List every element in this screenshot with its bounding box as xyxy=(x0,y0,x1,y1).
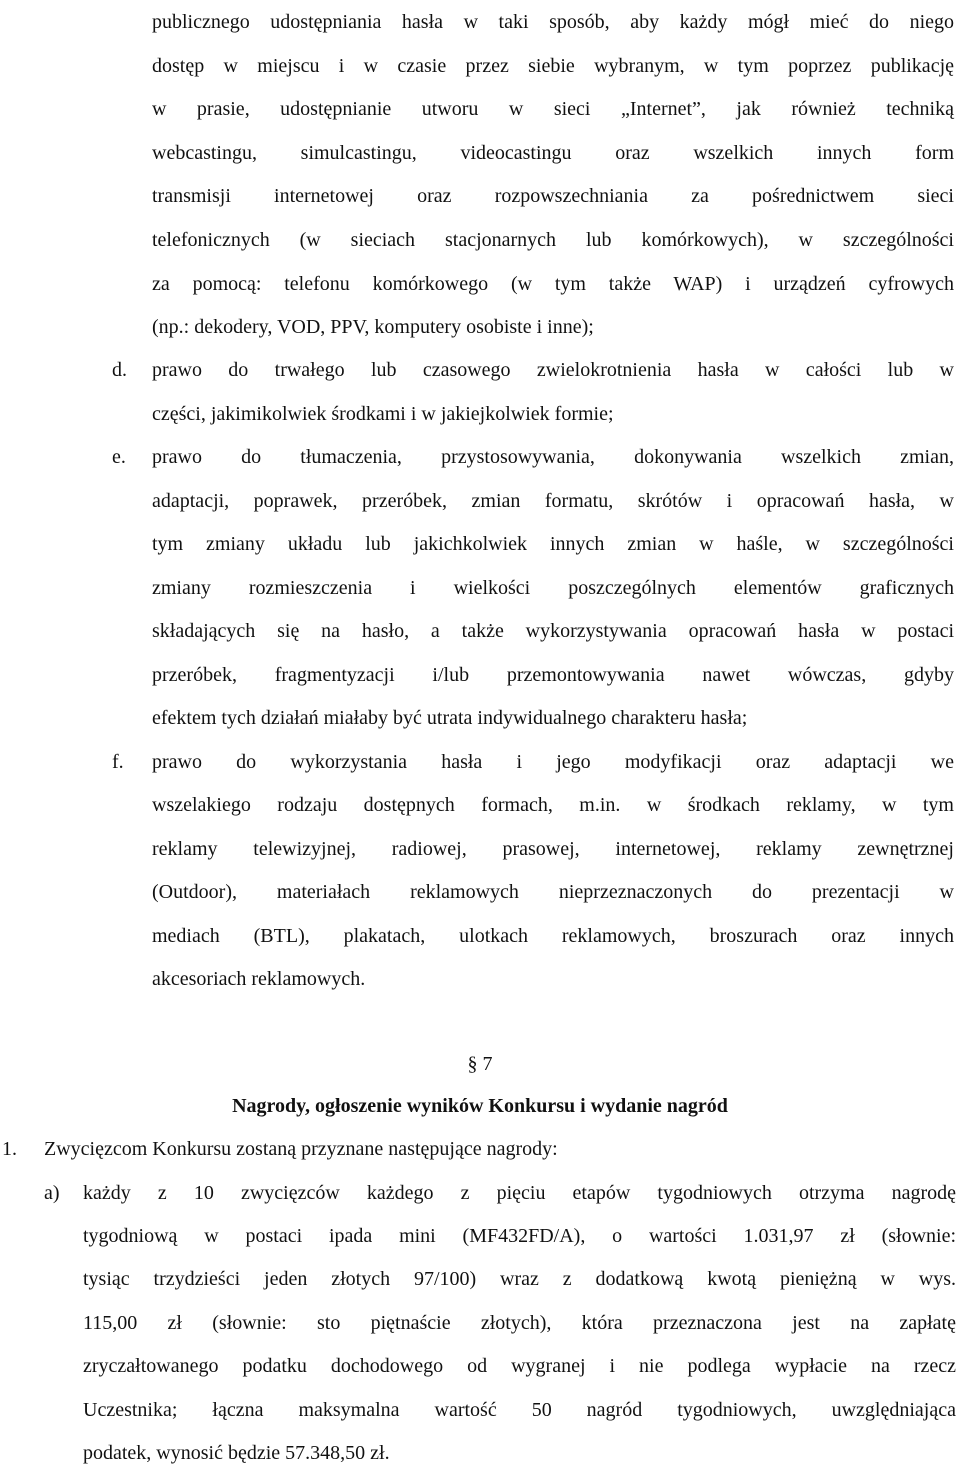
text-line: prawo do trwałego lub czasowego zwielokrotnienia hasła w całości lub w xyxy=(152,359,954,381)
text-line: składających się na hasło, a także wykorzystywania opracowań hasła w postaci xyxy=(152,620,954,642)
list-marker-a: a) xyxy=(44,1182,60,1204)
text-line: adaptacji, poprawek, przeróbek, zmian formatu, skrótów i opracowań hasła, w xyxy=(152,490,954,512)
text-line: webcastingu, simulcastingu, videocastingu oraz wszelkich innych form xyxy=(152,142,954,164)
text-line: każdy z 10 zwycięzców każdego z pięciu etapów tygodniowych otrzyma nagrodę xyxy=(83,1182,956,1204)
text-line: części, jakimikolwiek środkami i w jakiejkolwiek formie; xyxy=(152,403,614,425)
text-line: 115,00 zł (słownie: sto piętnaście złotych), która przeznaczona jest na zapłatę xyxy=(83,1312,956,1334)
text-line: tym zmiany układu lub jakichkolwiek innych zmian w haśle, w szczególności xyxy=(152,533,954,555)
text-line: w prasie, udostępnianie utworu w sieci „Internet”, jak również techniką xyxy=(152,98,954,120)
text-line: (Outdoor), materiałach reklamowych nieprzeznaczonych do prezentacji w xyxy=(152,881,954,903)
section-title: Nagrody, ogłoszenie wyników Konkursu i wydanie nagród xyxy=(232,1095,728,1117)
text-line: tygodniową w postaci ipada mini (MF432FD/A), o wartości 1.031,97 zł (słownie: xyxy=(83,1225,956,1247)
text-line: telefonicznych (w sieciach stacjonarnych lub komórkowych), w szczególności xyxy=(152,229,954,251)
text-line: publicznego udostępniania hasła w taki sposób, aby każdy mógł mieć do niego xyxy=(152,11,954,33)
text-line: podatek, wynosić będzie 57.348,50 zł. xyxy=(83,1442,390,1464)
text-line: efektem tych działań miałaby być utrata indywidualnego charakteru hasła; xyxy=(152,707,748,729)
list-marker-e: e. xyxy=(112,446,126,468)
list-marker-1: 1. xyxy=(2,1138,17,1160)
text-line: mediach (BTL), plakatach, ulotkach reklamowych, broszurach oraz innych xyxy=(152,925,954,947)
text-line: (np.: dekodery, VOD, PPV, komputery osobiste i inne); xyxy=(152,316,594,338)
text-line: przeróbek, fragmentyzacji i/lub przemontowywania nawet wówczas, gdyby xyxy=(152,664,954,686)
text-line: tysiąc trzydzieści jeden złotych 97/100) wraz z dodatkową kwotą pieniężną w wys. xyxy=(83,1268,956,1290)
section-number: § 7 xyxy=(467,1053,493,1075)
text-line: prawo do tłumaczenia, przystosowywania, dokonywania wszelkich zmian, xyxy=(152,446,954,468)
text-line: Zwycięzcom Konkursu zostaną przyznane następujące nagrody: xyxy=(44,1138,558,1160)
list-marker-f: f. xyxy=(112,751,124,773)
text-line: za pomocą: telefonu komórkowego (w tym także WAP) i urządzeń cyfrowych xyxy=(152,273,954,295)
text-line: zmiany rozmieszczenia i wielkości poszczególnych elementów graficznych xyxy=(152,577,954,599)
text-line: zryczałtowanego podatku dochodowego od wygranej i nie podlega wypłacie na rzecz xyxy=(83,1355,956,1377)
text-line: akcesoriach reklamowych. xyxy=(152,968,366,990)
text-line: prawo do wykorzystania hasła i jego modyfikacji oraz adaptacji we xyxy=(152,751,954,773)
text-line: wszelakiego rodzaju dostępnych formach, m.in. w środkach reklamy, w tym xyxy=(152,794,954,816)
text-line: transmisji internetowej oraz rozpowszechniania za pośrednictwem sieci xyxy=(152,185,954,207)
text-line: reklamy telewizyjnej, radiowej, prasowej, internetowej, reklamy zewnętrznej xyxy=(152,838,954,860)
text-line: Uczestnika; łączna maksymalna wartość 50 nagród tygodniowych, uwzględniająca xyxy=(83,1399,956,1421)
text-line: dostęp w miejscu i w czasie przez siebie wybranym, w tym poprzez publikację xyxy=(152,55,954,77)
list-marker-d: d. xyxy=(112,359,127,381)
